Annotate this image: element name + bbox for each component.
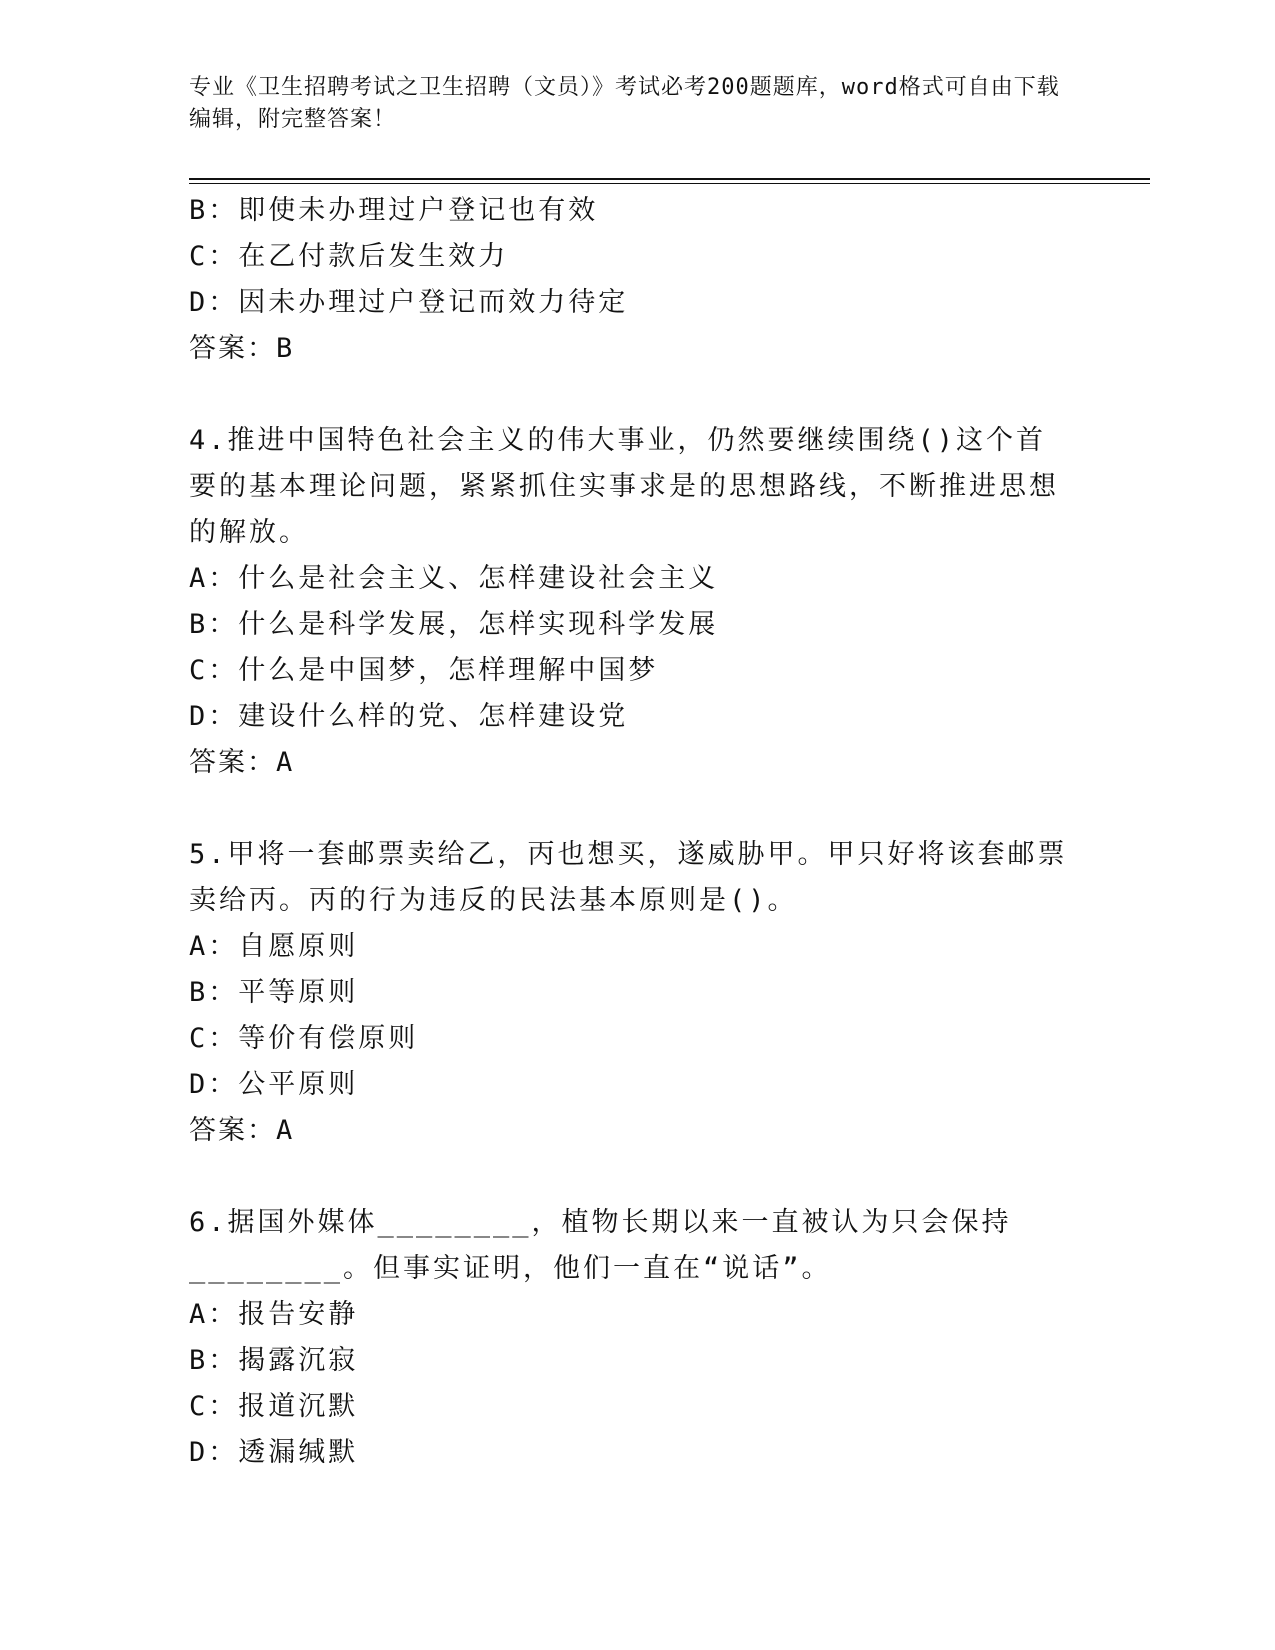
answer: 答案：B (189, 333, 295, 364)
header-divider-thin (189, 183, 1150, 184)
header-divider-thick (189, 178, 1150, 180)
spacer (189, 1154, 1069, 1200)
option-b: B：即使未办理过户登记也有效 (189, 195, 599, 226)
question-stem: 6.据国外媒体________，植物长期以来一直被认为只会保持________。但事实证明，他们一直在“说话”。 (189, 1207, 1012, 1284)
option-c: C：报道沉默 (189, 1391, 359, 1422)
question-3 (189, 188, 1069, 372)
question-stem: 5.甲将一套邮票卖给乙，丙也想买，遂威胁甲。甲只好将该套邮票卖给丙。丙的行为违反的民法基本原则是()。 (189, 839, 1068, 916)
answer: 答案：A (189, 747, 295, 778)
option-c: C：在乙付款后发生效力 (189, 241, 509, 272)
question-content (189, 188, 1069, 1476)
option-b: B：什么是科学发展，怎样实现科学发展 (189, 609, 719, 640)
option-a: A：什么是社会主义、怎样建设社会主义 (189, 563, 719, 594)
answer: 答案：A (189, 1115, 295, 1146)
option-d: D：建设什么样的党、怎样建设党 (189, 701, 629, 732)
spacer (189, 786, 1069, 832)
question-4 (189, 418, 1069, 786)
question-stem: 4.推进中国特色社会主义的伟大事业，仍然要继续围绕()这个首要的基本理论问题，紧紧抓住实事求是的思想路线，不断推进思想的解放。 (189, 425, 1059, 548)
option-c: C：什么是中国梦，怎样理解中国梦 (189, 655, 659, 686)
spacer (189, 372, 1069, 418)
option-b: B：揭露沉寂 (189, 1345, 359, 1376)
option-d: D：公平原则 (189, 1069, 359, 1100)
option-d: D：因未办理过户登记而效力待定 (189, 287, 629, 318)
option-a: A：自愿原则 (189, 931, 359, 962)
document-header: 专业《卫生招聘考试之卫生招聘（文员）》考试必考200题题库，word格式可自由下载编辑，附完整答案！ (189, 75, 1060, 132)
option-b: B：平等原则 (189, 977, 359, 1008)
option-d: D：透漏缄默 (189, 1437, 359, 1468)
option-a: A：报告安静 (189, 1299, 359, 1330)
question-5 (189, 832, 1069, 1154)
option-c: C：等价有偿原则 (189, 1023, 419, 1054)
question-6 (189, 1200, 1069, 1476)
